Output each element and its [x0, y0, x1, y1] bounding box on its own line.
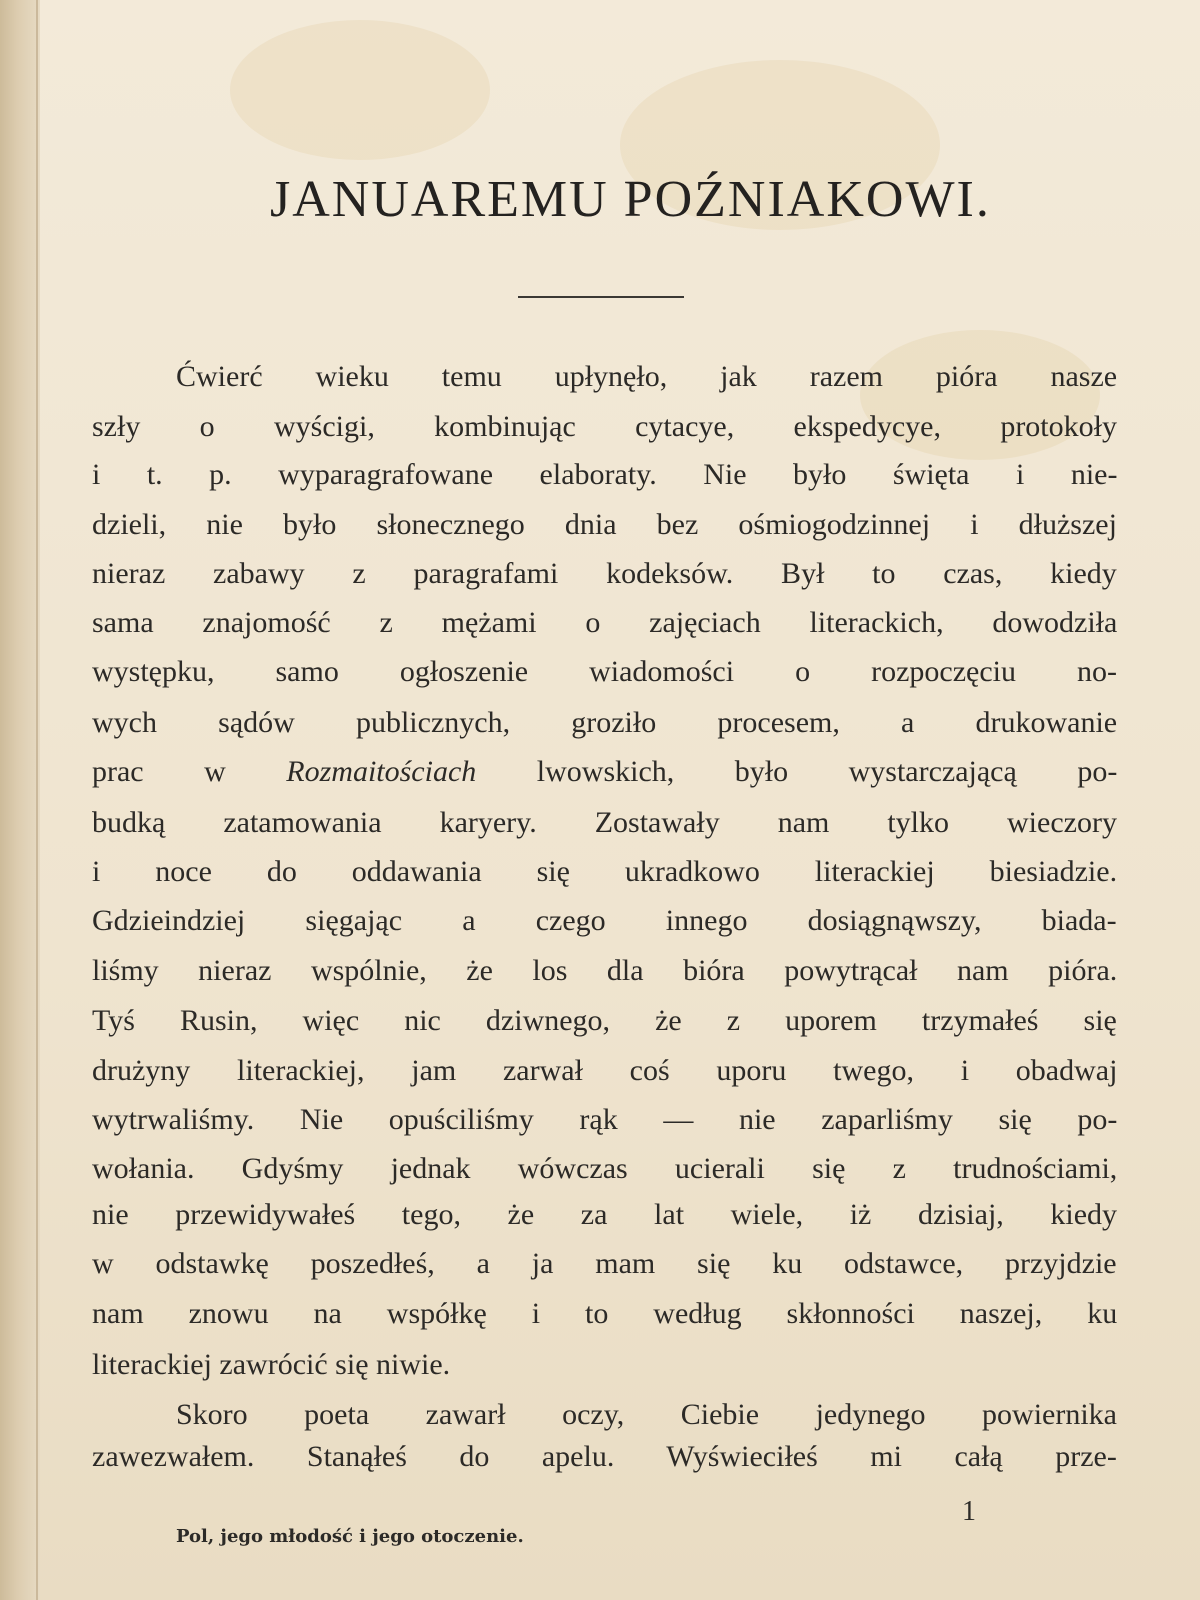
text-line: zawezwałem. Stanąłeś do apelu. Wyświeciłeś mi całą prze-	[92, 1440, 1117, 1473]
title-rule	[518, 296, 684, 298]
footer-running-title: Pol, jego młodość i jego otoczenie.	[176, 1526, 524, 1547]
italic-title: Rozmaitościach	[286, 755, 477, 788]
text-line: liśmy nieraz wspólnie, że los dla bióra powytrącał nam pióra.	[92, 954, 1118, 987]
text-line: występku, samo ogłoszenie wiadomości o rozpoczęciu no-	[92, 655, 1117, 688]
text-line: dzieli, nie było słonecznego dnia bez ośmiogodzinnej i dłuższej	[92, 508, 1117, 541]
text-line: szły o wyścigi, kombinując cytacye, ekspedycye, protokoły	[92, 410, 1117, 443]
binding-shadow	[0, 0, 40, 1600]
text-line: Ćwierć wieku temu upłynęło, jak razem pióra nasze	[176, 360, 1118, 393]
page-title: JANUAREMU POŹNIAKOWI.	[270, 171, 991, 228]
text-line: i t. p. wyparagrafowane elaboraty. Nie było święta i nie-	[92, 458, 1118, 491]
text-line: wych sądów publicznych, groziło procesem, a drukowanie	[92, 706, 1118, 739]
text-line: wołania. Gdyśmy jednak wówczas ucierali się z trudnościami,	[92, 1152, 1118, 1185]
text-line: Tyś Rusin, więc nic dziwnego, że z uporem trzymałeś się	[92, 1004, 1117, 1037]
text-line: nieraz zabawy z paragrafami kodeksów. Był to czas, kiedy	[92, 557, 1117, 590]
paper-stain	[230, 20, 490, 160]
text-line: Gdzieindziej sięgając a czego innego dosiągnąwszy, biada-	[92, 904, 1117, 937]
text-line: Skoro poeta zawarł oczy, Ciebie jedynego powiernika	[176, 1398, 1117, 1431]
text-line: wytrwaliśmy. Nie opuściliśmy rąk — nie zaparliśmy się po-	[92, 1103, 1118, 1136]
page-number: 1	[962, 1496, 976, 1527]
text-line: prac w Rozmaitościach lwowskich, było wystarczającą po-	[92, 755, 1118, 788]
text-line: w odstawkę poszedłeś, a ja mam się ku odstawce, przyjdzie	[92, 1247, 1117, 1280]
binding-edge	[36, 0, 38, 1600]
text-line: budką zatamowania karyery. Zostawały nam tylko wieczory	[92, 806, 1117, 839]
text-line: nam znowu na współkę i to według skłonności naszej, ku	[92, 1297, 1118, 1330]
text-line: literackiej zawrócić się niwie.	[92, 1348, 451, 1381]
text-line: drużyny literackiej, jam zarwał coś uporu twego, i obadwaj	[92, 1054, 1118, 1087]
text-line: i noce do oddawania się ukradkowo literackiej biesiadzie.	[92, 855, 1118, 888]
text-line: sama znajomość z mężami o zajęciach literackich, dowodziła	[92, 606, 1118, 639]
text-line: nie przewidywałeś tego, że za lat wiele, iż dzisiaj, kiedy	[92, 1198, 1118, 1231]
